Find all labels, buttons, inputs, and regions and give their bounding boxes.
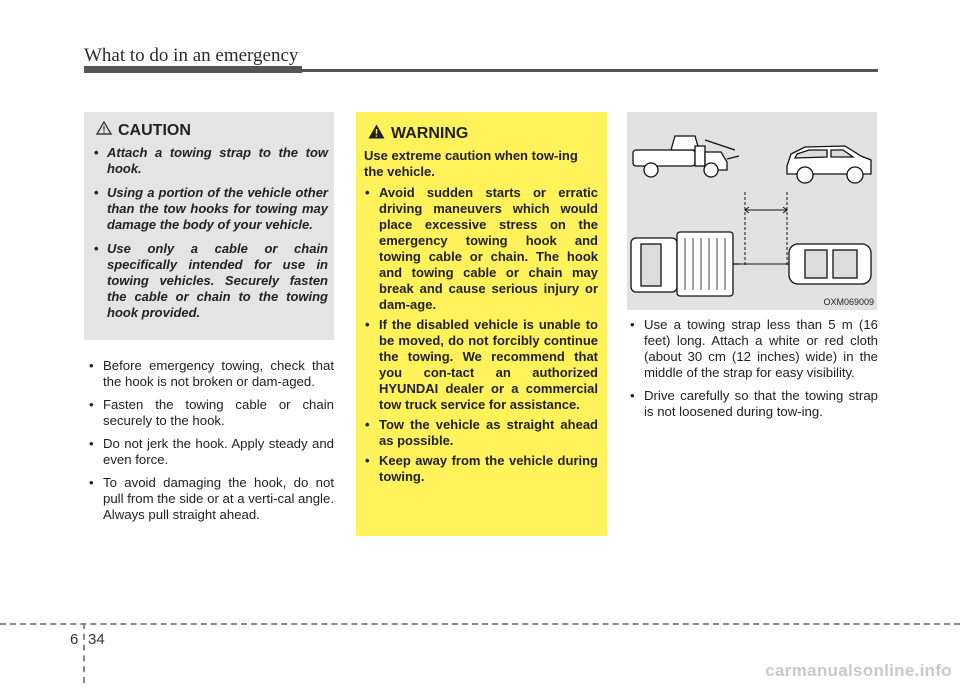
instruction-item: • Fasten the towing cable or chain securely to the hook.: [86, 397, 334, 429]
chapter-number: 6: [70, 631, 79, 648]
watermark: carmanualsonline.info: [765, 661, 952, 680]
caution-triangle-icon: [96, 121, 112, 140]
caution-title: CAUTION: [118, 121, 191, 139]
instruction-item: • Drive carefully so that the towing strap is not loosened during tow-ing.: [627, 388, 878, 420]
warning-list: [364, 185, 598, 489]
page-number: 34: [88, 631, 105, 648]
warning-item: • Keep away from the vehicle during towing.: [364, 453, 598, 485]
warning-item: • If the disabled vehicle is unable to be moved, do not forcibly continue the towing. We recommend that you con-tact an authorized HYUNDAI dealer or a commercial tow truck service for assistance.: [364, 317, 598, 413]
caution-item: • Attach a towing strap to the tow hook.: [90, 145, 328, 177]
warning-item: • Tow the vehicle as straight ahead as possible.: [364, 417, 598, 449]
instruction-item: • Use a towing strap less than 5 m (16 feet) long. Attach a white or red cloth (about 30 cm (12 inches) wide) in the middle of the strap for easy visibility.: [627, 317, 878, 381]
towing-diagram-icon: [627, 112, 877, 310]
warning-heading: [368, 124, 468, 144]
page-header-title: What to do in an emergency: [84, 45, 299, 66]
left-instructions: [86, 358, 334, 530]
header-rule: [84, 69, 878, 72]
footer-divider: [0, 623, 960, 625]
warning-triangle-icon: [368, 124, 385, 144]
caution-list: [90, 145, 328, 329]
footer-vertical-divider: [83, 623, 85, 683]
warning-item: • Avoid sudden starts or erratic driving maneuvers which would place excessive stress on the emergency towing hook and towing cable or chain. The hook and towing cable or chain may break and cause serious injury or dam-age.: [364, 185, 598, 313]
instruction-item: • Do not jerk the hook. Apply steady and even force.: [86, 436, 334, 468]
caution-item: • Use only a cable or chain specifically intended for use in towing vehicles. Securely fasten the cable or chain to the towing hook provided.: [90, 241, 328, 321]
instruction-item: • To avoid damaging the hook, do not pull from the side or at a verti-cal angle. Always pull straight ahead.: [86, 475, 334, 523]
figure-code: OXM069009: [823, 297, 874, 307]
towing-illustration: [627, 112, 877, 310]
caution-heading: [96, 121, 191, 140]
right-instructions: [627, 317, 878, 427]
warning-intro: Use extreme caution when tow-ing the vehicle.: [364, 148, 578, 179]
instruction-item: • Before emergency towing, check that the hook is not broken or dam-aged.: [86, 358, 334, 390]
caution-item: • Using a portion of the vehicle other than the tow hooks for towing may damage the body of your vehicle.: [90, 185, 328, 233]
warning-title: WARNING: [391, 125, 469, 142]
